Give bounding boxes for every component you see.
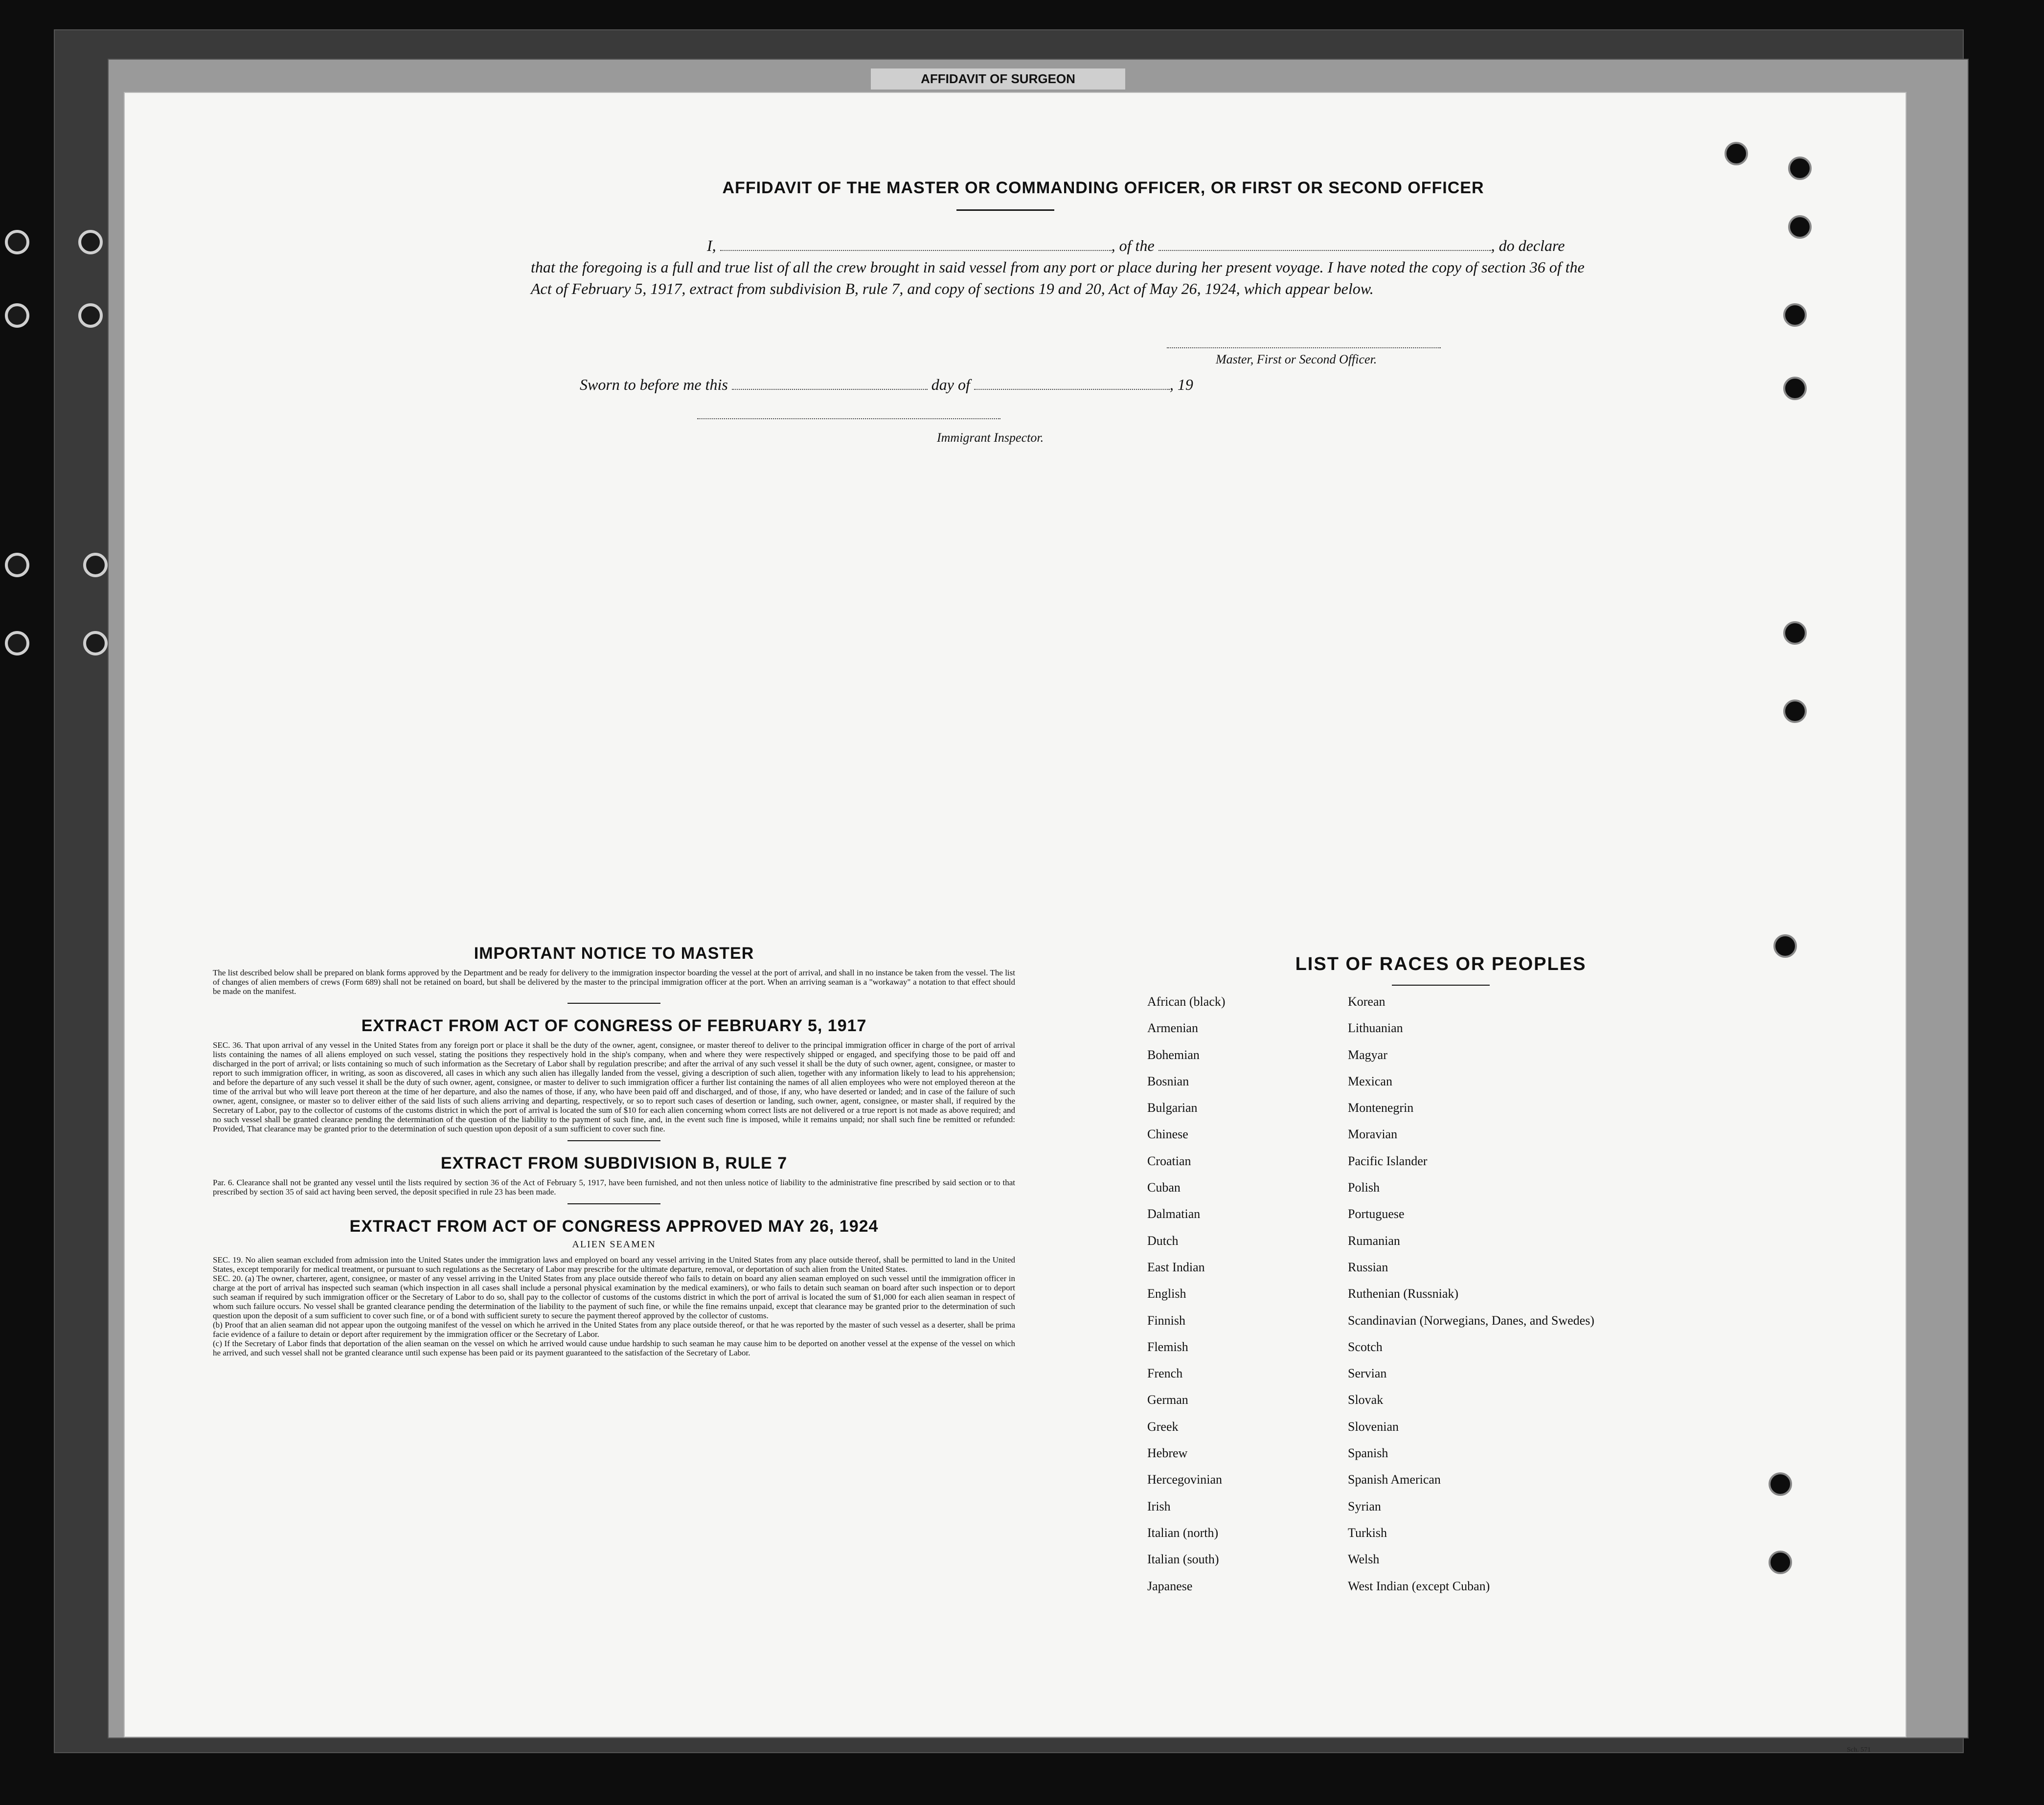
race-item: Slovak (1348, 1393, 1384, 1407)
affidavit-title: AFFIDAVIT OF THE MASTER OR COMMANDING OFFICER, OR FIRST OR SECOND OFFICER (722, 179, 1484, 197)
sworn-text: Sworn to before me this (580, 376, 728, 393)
sworn-day-blank (732, 374, 928, 390)
race-item: Spanish (1348, 1446, 1388, 1461)
day-of-text: day of (931, 376, 970, 393)
race-item: Croatian (1147, 1153, 1191, 1168)
sec19-text: SEC. 19. No alien seaman excluded from admission into the United States under the immigration laws and employed on board any vessel arriving in the United States from any place outside thereof, shall be permitted to land in the United States, except temporarily for medical treatment, or pursuant to such regulations as the Secretary of Labor may prescribe for the ultimate departure, removal, or deportation of such alien from the United States. (213, 1255, 1015, 1274)
binder-hole (5, 553, 29, 577)
race-item: Magyar (1348, 1047, 1387, 1062)
race-item: Moravian (1348, 1127, 1398, 1142)
sec20a-text: SEC. 20. (a) The owner, charterer, agent, consignee, or master of any vessel arriving in the United States from any place outside thereof who fails to detain on board any alien seaman employed on such vessel until the immigration officer in charge at the port of arrival has inspected such seaman (which inspection in all cases shall include a personal physical examination by the medical examiners), or who fails to detain such seaman on board after such inspection or to deport such seaman if required by such immigration officer or the Secretary of Labor to do so, shall pay to the collector of customs of the customs district in which the port of arrival is located the sum of $1,000 for each alien seaman in respect of whom such failure occurs. No vessel shall be granted clearance pending the determination of the liability to the payment of such fine, or while the fine remains unpaid, except that clearance may be granted prior to the determination of such question upon the deposit of a sum sufficient to cover such fine, or of a bond with sufficient surety to secure the payment thereof approved by the collector of customs. (213, 1274, 1015, 1320)
race-item: Turkish (1348, 1525, 1387, 1540)
race-item: Slovenian (1348, 1419, 1399, 1434)
master-caption: Master, First or Second Officer. (1216, 352, 1377, 366)
surgeon-affidavit-header: AFFIDAVIT OF SURGEON (871, 68, 1125, 90)
punch-hole (1783, 303, 1807, 327)
race-item: Hercegovinian (1147, 1472, 1223, 1487)
binder-hole (5, 303, 29, 328)
declaration-of-the: , of the (1111, 237, 1155, 254)
race-item: Ruthenian (Russniak) (1348, 1286, 1459, 1301)
punch-hole (1769, 1551, 1792, 1574)
punch-hole (1788, 215, 1812, 239)
race-item: Irish (1147, 1499, 1171, 1513)
race-item: Bosnian (1147, 1074, 1189, 1088)
race-item: Scotch (1348, 1339, 1383, 1354)
extract-1917-text: SEC. 36. That upon arrival of any vessel in the United States from any foreign port or place it shall be the duty of the owner, agent, consignee, or master thereof to deliver to the principal immigration officer in charge of the port of arrival lists containing the names of all aliens employed on such vessel, stating the positions they respectively hold in the ship's company, when and where they were respectively shipped or engaged, and specifying those to be paid off and discharged in the port of arrival; or lists containing so much of such information as the Secretary of Labor shall by regulation prescribe; and after the arrival of any such vessel it shall be the duty of such owner, agent, consignee, or master to report to such immigration officer, in writing, as soon as discovered, all cases in which any such alien has illegally landed from the vessel, giving a description of such alien, together with any information likely to lead to his apprehension; and before the departure of any such vessel it shall be the duty of such owner, agent, consignee, or master to deliver to such immigration officer a further list containing the names of all alien employees who were not employed thereon at the time of the arrival but who will leave port thereon at the time of her departure, and also the names of those, if any, who have been paid off and discharged, and of those, if any, who have deserted or landed; and in case of the failure of such owner, agent, consignee, or master so to deliver either of the said lists of such aliens arriving and departing, respectively, or so to report such cases of desertion or landing, such owner, agent, consignee, or master shall, if required by the Secretary of Labor, pay to the collector of customs of the customs district in which the port of arrival is located the sum of $10 for each alien concerning whom correct lists are not delivered or a true report is not made as above required; and no such vessel shall be granted clearance pending the determination of the question of the liability to the payment of such fine, and, in the event such fine is imposed, while it remains unpaid; nor shall such fine be remitted or refunded: Provided, That clearance may be granted prior to the determination of such question upon deposit of a sum sufficient to cover such fine. (213, 1040, 1015, 1133)
races-list (1147, 954, 1734, 1605)
race-item: Italian (south) (1147, 1552, 1219, 1567)
binder-hole (78, 303, 103, 328)
punch-hole (1783, 377, 1807, 400)
race-item: Syrian (1348, 1499, 1381, 1513)
punch-hole (1773, 934, 1797, 958)
race-item: Bulgarian (1147, 1101, 1198, 1115)
races-right-column (1348, 994, 1602, 1605)
punch-hole (1725, 142, 1748, 165)
binder-hole (83, 631, 108, 655)
title-divider (956, 209, 1054, 211)
race-item: Italian (north) (1147, 1525, 1219, 1540)
declaration-do-declare: , do declare (1491, 237, 1565, 254)
race-item: Cuban (1147, 1180, 1181, 1195)
race-item: Bohemian (1147, 1047, 1200, 1062)
divider (568, 1003, 660, 1004)
punch-hole (1783, 621, 1807, 645)
race-item: Flemish (1147, 1339, 1188, 1354)
notice-column (213, 944, 1015, 1357)
races-title: LIST OF RACES OR PEOPLES (1295, 954, 1587, 974)
race-item: Armenian (1147, 1021, 1198, 1036)
race-item: Russian (1348, 1260, 1388, 1274)
race-item: Japanese (1147, 1579, 1193, 1593)
form-sheet (125, 93, 1906, 1754)
binder-hole (5, 230, 29, 254)
punch-hole (1788, 157, 1812, 180)
race-item: French (1147, 1366, 1183, 1381)
inspector-caption: Immigrant Inspector. (937, 430, 1044, 445)
race-item: Hebrew (1147, 1446, 1188, 1461)
race-item: Dutch (1147, 1233, 1179, 1248)
punch-hole (1783, 699, 1807, 723)
sec20b-text: (b) Proof that an alien seaman did not appear upon the outgoing manifest of the vessel on which he arrived in the United States from any place outside thereof, or that he was reported by the master of such vessel as a deserter, shall be prima facie evidence of a failure to detain or deport after requirement by the immigration officer or the Secretary of Labor. (213, 1320, 1015, 1339)
punch-hole (1769, 1472, 1792, 1496)
race-item: African (black) (1147, 994, 1226, 1009)
notice-text: The list described below shall be prepared on blank forms approved by the Department and be ready for delivery to the immigration inspector boarding the vessel at the port of arrival, and shall in no instance be taken from the vessel. The list of changes of alien members of crews (Form 689) shall not be retained on board, but shall be delivered by the master to the principal immigration officer at the port. When an arriving seaman is a "workaway" a notation to that effect should be made on the manifest. (213, 968, 1015, 996)
vessel-name-blank (1158, 235, 1491, 251)
race-item: Rumanian (1348, 1233, 1400, 1248)
sworn-line (580, 374, 1193, 394)
declaration-i: I, (707, 237, 716, 254)
notice-title: IMPORTANT NOTICE TO MASTER (474, 944, 754, 963)
race-item: Chinese (1147, 1127, 1188, 1142)
inspector-signature-line (697, 418, 1000, 419)
race-item: West Indian (except Cuban) (1348, 1579, 1490, 1593)
extract-rule7-text: Par. 6. Clearance shall not be granted any vessel until the lists required by section 36 of the Act of February 5, 1917, have been furnished, and not then unless notice of liability to the administrative fine prescribed by said section or to that prescribed by section 35 of said act having been served, the deposit specified in rule 23 has been made. (213, 1178, 1015, 1196)
binder-hole (83, 553, 108, 577)
races-grid (1147, 994, 1734, 1605)
race-item: Scandinavian (Norwegians, Danes, and Swedes) (1348, 1313, 1594, 1328)
alien-seamen-subtitle: ALIEN SEAMEN (572, 1239, 656, 1250)
race-item: Lithuanian (1348, 1021, 1403, 1036)
declaration-body: that the foregoing is a full and true list of all the crew brought in said vessel from any port or place during her present voyage. I have noted the copy of section 36 of the Act of February 5, 1917, extract from subdivision B, rule 7, and copy of sections 19 and 20, Act of May 26, 1924, which appear below. (531, 258, 1585, 297)
race-item: Servian (1348, 1366, 1387, 1381)
extract-1917-title: EXTRACT FROM ACT OF CONGRESS OF FEBRUARY 5, 1917 (361, 1016, 867, 1035)
race-item: Greek (1147, 1419, 1179, 1434)
race-item: Finnish (1147, 1313, 1186, 1328)
race-item: Spanish American (1348, 1472, 1441, 1487)
divider (568, 1203, 660, 1204)
races-left-column (1147, 994, 1348, 1605)
divider (1392, 985, 1490, 986)
extract-1924-title: EXTRACT FROM ACT OF CONGRESS APPROVED MAY 26, 1924 (349, 1217, 879, 1236)
divider (568, 1140, 660, 1141)
race-item: Mexican (1348, 1074, 1392, 1088)
race-item: Welsh (1348, 1552, 1380, 1567)
binder-hole (5, 631, 29, 655)
extract-rule7-title: EXTRACT FROM SUBDIVISION B, RULE 7 (440, 1154, 788, 1173)
officer-name-blank (720, 235, 1112, 251)
race-item: Korean (1348, 994, 1385, 1009)
race-item: Dalmatian (1147, 1207, 1201, 1221)
race-item: German (1147, 1393, 1188, 1407)
master-signature-line (1167, 347, 1441, 348)
race-item: Polish (1348, 1180, 1380, 1195)
binder-hole (78, 230, 103, 254)
race-item: Montenegrin (1348, 1101, 1414, 1115)
schedule-mark: Sch. 571 (1847, 1746, 1871, 1754)
race-item: English (1147, 1286, 1186, 1301)
race-item: Pacific Islander (1348, 1153, 1428, 1168)
sworn-month-blank (974, 374, 1170, 390)
race-item: Portuguese (1348, 1207, 1405, 1221)
affidavit-declaration (531, 235, 1607, 299)
race-item: East Indian (1147, 1260, 1205, 1274)
year-text: , 19 (1169, 376, 1193, 393)
sec20c-text: (c) If the Secretary of Labor finds that deportation of the alien seaman on the vessel on which he arrived would cause undue hardship to such seaman he may cause him to be deported on another vessel at the expense of the vessel on which he arrived, and such vessel shall not be granted clearance until such expense has been paid or its payment guaranteed to the satisfaction of the Secretary of Labor. (213, 1339, 1015, 1357)
